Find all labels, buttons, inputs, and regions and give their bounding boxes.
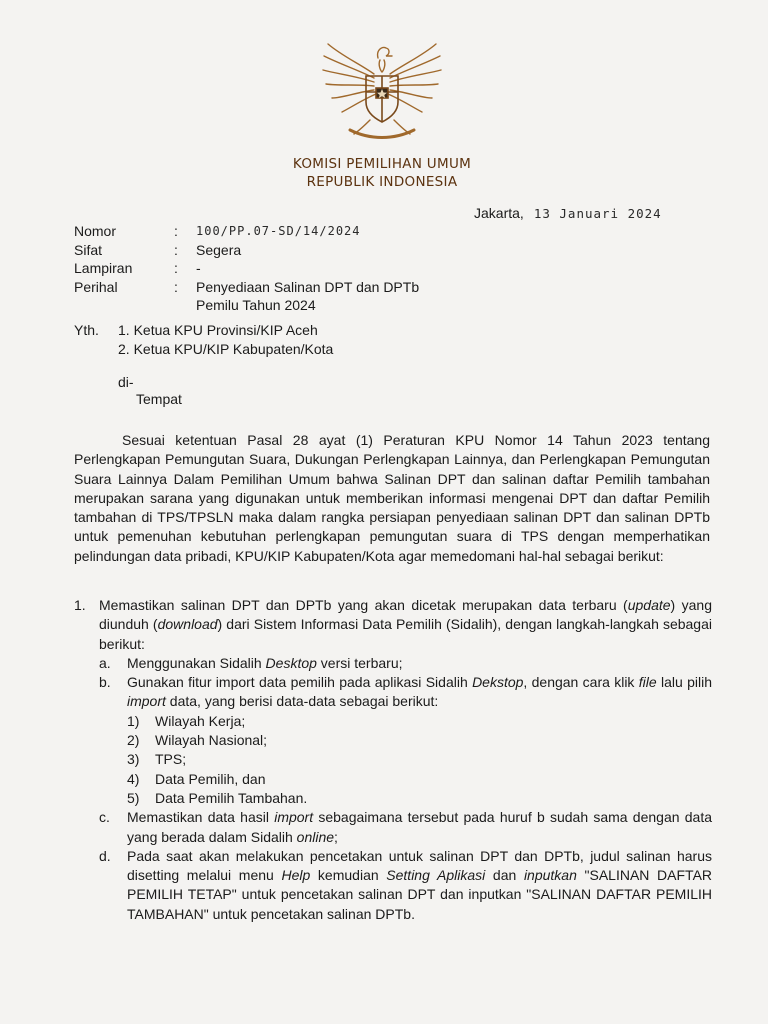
date-city: Jakarta, <box>474 205 524 221</box>
meta-value-nomor: 100/PP.07-SD/14/2024 <box>196 224 361 238</box>
sub-item-b: b. Gunakan fitur import data pemilih pada aplikasi Sidalih Dekstop, dengan cara klik file lalu pilih import data, yang berisi data-data sebagai berikut: 1) Wilayah Kerja; 2) Wilayah Nasional; 3) TPS; 4) Data Pemilih, dan 5) Data Pemilih Tambahan. <box>99 673 712 808</box>
sub-sub-item: 2) Wilayah Nasional; <box>127 732 268 749</box>
recipient-di: di- <box>118 374 134 390</box>
list-item-text: Memastikan salinan DPT dan DPTb yang akan dicetak merupakan data terbaru (update) yang diunduh (download) dari Sistem Informasi Data Pemilih (Sidalih), dengan langkah-langkah sebagai berikut: <box>99 597 712 652</box>
meta-label: Perihal <box>74 278 118 295</box>
sub-sub-item: 5) Data Pemilih Tambahan. <box>127 789 308 806</box>
sub-item-c: c. Memastikan data hasil import sebagaimana tersebut pada huruf b sudah sama dengan data yang berada dalam Sidalih online; <box>99 809 712 845</box>
meta-label: Sifat <box>74 241 103 258</box>
agency-name-line1: KOMISI PEMILIHAN UMUM <box>292 156 472 172</box>
agency-name-line2: REPUBLIK INDONESIA <box>306 174 458 190</box>
list-item-1 <box>74 596 712 924</box>
letter-metadata <box>74 222 419 315</box>
recipient-2: 2. Ketua KPU/KIP Kabupaten/Kota <box>118 341 334 357</box>
sub-item-a: a. Menggunakan Sidalih Desktop versi terbaru; <box>99 654 403 671</box>
recipients-label: Yth. <box>74 322 99 338</box>
meta-row-perihal: Perihal : Penyediaan Salinan DPT dan DPTb Pemilu Tahun 2024 <box>74 278 420 313</box>
sub-item-d: d. Pada saat akan melakukan pencetakan untuk salinan DPT dan DPTb, judul salinan harus disetting melalui menu Help kemudian Setting Aplikasi dan inputkan "SALINAN DAFTAR PEMILIH TETAP" untuk pencetakan salinan DPT dan inputkan "SALINAN DAFTAR PEMILIH TAMBAHAN" untuk pencetakan salinan DPTb. <box>99 847 713 922</box>
intro-paragraph: Sesuai ketentuan Pasal 28 ayat (1) Peraturan KPU Nomor 14 Tahun 2023 tentang Perlengkapan Pemungutan Suara, Dukungan Perlengkapan Lainnya, dan Perlengkapan Pemungutan Suara Lainnya Dalam Pemilihan Umum bahwa Salinan DPT dan salinan daftar Pemilih tambahan merupakan sarana yang digunakan untuk memberikan informasi mengenai DPT dan daftar Pemilih tambahan di TPS/TPSLN maka dalam rangka persiapan penyediaan salinan DPT dan salinan DPTb untuk pemenuhan kebutuhan perlengkapan pemungutan suara di TPS dengan memperhatikan pelindungan data pribadi, KPU/KIP Kabupaten/Kota agar memedomani hal-hal sebagai berikut: <box>74 432 710 564</box>
date-value: 13 Januari 2024 <box>533 206 662 221</box>
recipients-block <box>74 321 333 359</box>
garuda-emblem-icon <box>320 34 444 146</box>
sub-sub-item: 3) TPS; <box>127 751 187 768</box>
recipient-1: 1. Ketua KPU Provinsi/KIP Aceh <box>118 322 318 338</box>
meta-label: Nomor <box>74 223 117 239</box>
instruction-list <box>74 596 712 924</box>
meta-row-lampiran: Lampiran : - <box>74 260 201 276</box>
list-item-number: 1. <box>74 597 86 613</box>
meta-value-lampiran: - <box>196 260 201 276</box>
meta-row-sifat: Sifat : Segera <box>74 241 242 258</box>
meta-label: Lampiran <box>74 260 133 276</box>
recipient-tempat: Tempat <box>136 391 182 407</box>
sub-sub-item: 4) Data Pemilih, dan <box>127 770 266 787</box>
meta-value-perihal-line2: Pemilu Tahun 2024 <box>196 297 316 313</box>
meta-row-nomor: Nomor : 100/PP.07-SD/14/2024 <box>74 223 361 239</box>
sub-sub-item: 1) Wilayah Kerja; <box>127 712 246 729</box>
meta-value-perihal-line1: Penyediaan Salinan DPT dan DPTb <box>196 278 420 295</box>
meta-value-sifat: Segera <box>196 241 242 258</box>
letter-date <box>474 205 662 221</box>
